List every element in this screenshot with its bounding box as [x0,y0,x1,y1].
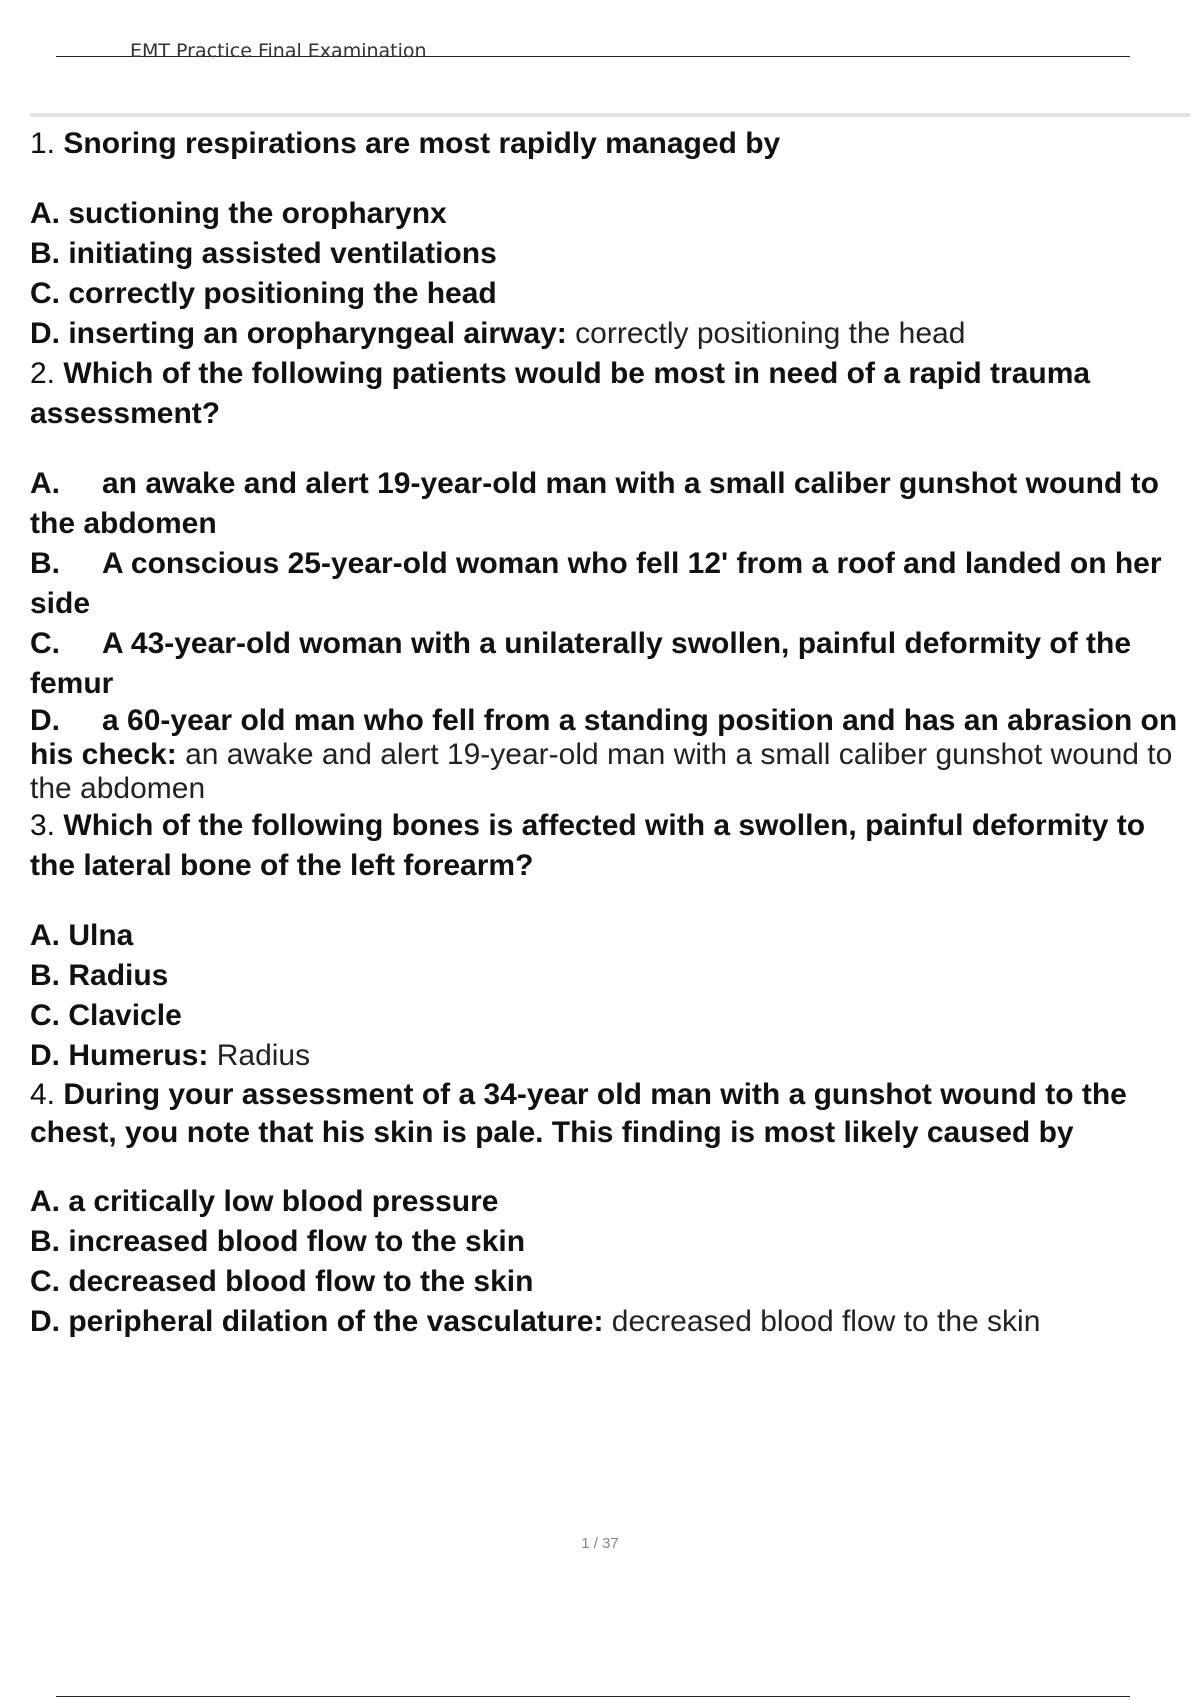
question-text: Which of the following bones is affected with a swollen, painful deformity to the lateral bone of the left forearm? [30,809,1146,882]
question-text: Snoring respirations are most rapidly managed by [63,127,781,160]
question-2 [30,354,1188,434]
option: C. Clavicle [30,999,182,1032]
option-with-answer: D. peripheral dilation of the vasculature: decreased blood flow to the skin [30,1305,1041,1338]
answer-text: an awake and alert 19-year-old man with a small caliber gunshot wound to the abdomen [30,738,1173,805]
question-3 [30,806,1188,886]
question-number: 2. [30,357,56,390]
option: B. Radius [30,959,169,992]
option-with-answer: D. Humerus: Radius [30,1039,311,1072]
option: B. initiating assisted ventilations [30,237,497,270]
option: B. A conscious 25-year-old woman who fell 12' from a roof and landed on her side [30,547,1162,620]
question-text: Which of the following patients would be most in need of a rapid trauma assessment? [30,357,1091,430]
footer-rule [56,1696,1130,1697]
question-1 [30,124,1188,164]
document-title: EMT Practice Final Examination [130,40,427,62]
question-number: 1. [30,127,56,160]
option: A. a critically low blood pressure [30,1185,499,1218]
answer-text: Radius [216,1039,311,1072]
option: A. suctioning the oropharynx [30,197,447,230]
question-4 [30,1076,1188,1152]
option: C. decreased blood flow to the skin [30,1265,534,1298]
answer-text: correctly positioning the head [575,317,966,350]
option: C. correctly positioning the head [30,277,497,310]
question-number: 3. [30,809,56,842]
option-with-answer: D. inserting an oropharyngeal airway: correctly positioning the head [30,317,966,350]
question-number: 4. [30,1078,56,1111]
option: B. increased blood flow to the skin [30,1225,526,1258]
option: C. A 43-year-old woman with a unilaterally swollen, painful deformity of the femur [30,627,1132,700]
question-text: During your assessment of a 34-year old man with a gunshot wound to the chest, you note that his skin is pale. This finding is most likely caused by [30,1078,1127,1149]
answer-text: decreased blood flow to the skin [611,1305,1041,1338]
page-number: 1 / 37 [581,1535,619,1552]
document-body [30,124,1188,1342]
option: A. an awake and alert 19-year-old man with a small caliber gunshot wound to the abdomen [30,467,1159,540]
option-with-answer: D. a 60-year old man who fell from a standing position and has an abrasion on his check: an awake and alert 19-year-old man with a small caliber gunshot wound to the abdomen [30,704,1178,805]
option: A. Ulna [30,919,134,952]
divider [30,113,1190,117]
